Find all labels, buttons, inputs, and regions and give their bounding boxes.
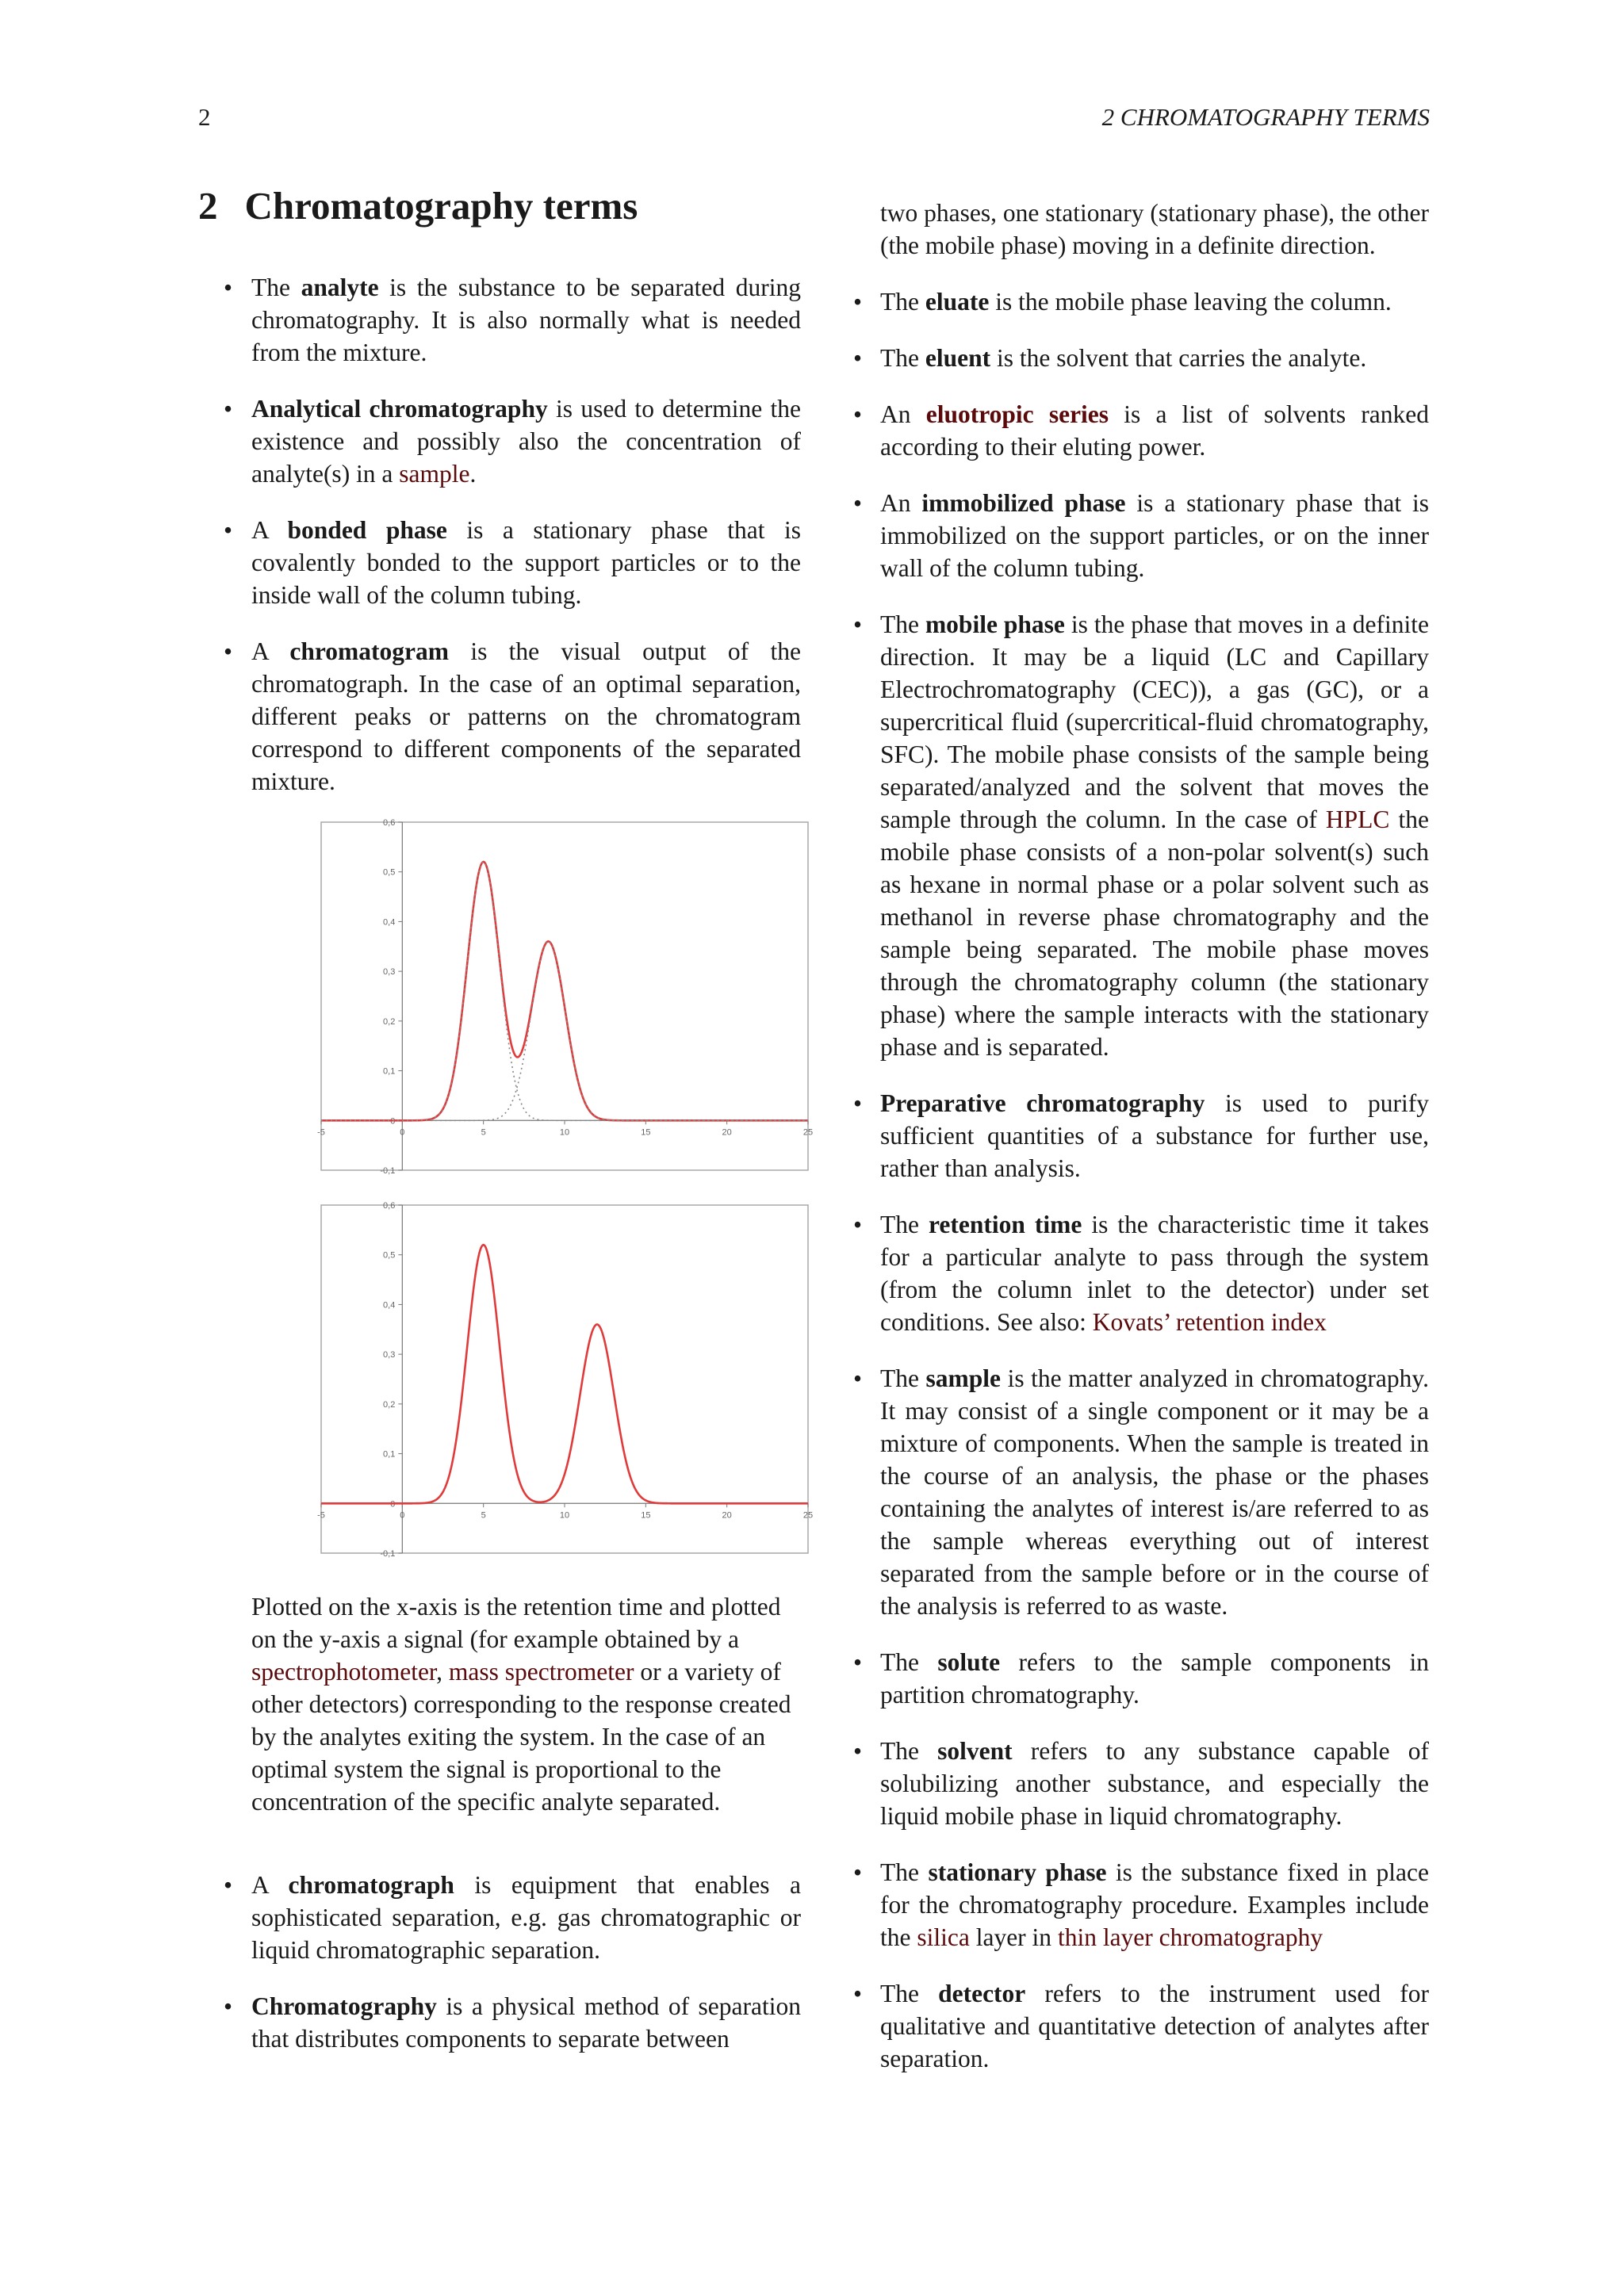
x-tick-label: 5: [481, 1127, 486, 1138]
bullet-icon: •: [224, 1871, 233, 1899]
y-tick-label: 0,5: [383, 867, 396, 878]
x-tick-label: 5: [481, 1510, 486, 1521]
list-item-preparative-chromatography: • Preparative chromatography is used to purify sufficient quantities of a substance for further use, rather than analysis.: [850, 1087, 1429, 1184]
x-tick-label: 10: [559, 1127, 570, 1138]
list-item-chromatography: • Chromatography is a physical method of separation that distributes components to separate between: [198, 1990, 801, 2055]
bullet-icon: •: [853, 344, 863, 372]
y-tick-label: 0,3: [383, 967, 396, 978]
section-title: Chromatography terms: [244, 184, 638, 228]
bullet-icon: •: [853, 1858, 863, 1886]
link-sample[interactable]: sample: [399, 460, 470, 488]
term: solvent: [937, 1737, 1013, 1765]
list-item-detector: • The detector refers to the instrument used for qualitative and quantitative detection of analytes after separation.: [850, 1977, 1429, 2075]
x-tick-label: 25: [802, 1127, 814, 1138]
bullet-icon: •: [853, 1089, 863, 1117]
link-silica[interactable]: silica: [917, 1923, 970, 1951]
link-hplc[interactable]: HPLC: [1325, 806, 1390, 833]
x-tick-label: -5: [317, 1127, 325, 1138]
bullet-icon: •: [224, 1992, 233, 2020]
bullet-icon: •: [853, 288, 863, 316]
list-item-mobile-phase: • The mobile phase is the phase that moves in a definite direction. It may be a liquid (LC and Capillary Electrochromatography (CEC)), a gas (GC), or a supercritical fluid (supercritical-fluid chromatography, SFC). The mobile phase consists of the sample being separated/analyzed and the solvent that moves the sample through the column. In the case of HPLC the mobile phase consists of a non-polar solvent(s) such as hexane in normal phase or a polar solvent such as methanol in reverse phase chromatography and the sample being separated. The mobile phase moves through the chromatography column (the stationary phase) where the sample interacts with the stationary phase and is separated.: [850, 608, 1429, 1063]
list-item-solvent: • The solvent refers to any substance capable of solubilizing another substance, and especially the liquid mobile phase in liquid chromatography.: [850, 1735, 1429, 1832]
list-item-bonded-phase: • A bonded phase is a stationary phase that is covalently bonded to the support particles or to the inside wall of the column tubing.: [198, 514, 801, 611]
x-tick-label: 10: [559, 1510, 570, 1521]
term: Analytical chromatography: [251, 395, 548, 423]
y-tick-label: 0,4: [383, 917, 396, 928]
bullet-icon: •: [224, 637, 233, 665]
chromatogram-plot-separated: [317, 1201, 814, 1559]
term: Chromatography: [251, 1992, 437, 2020]
term: Preparative chromatography: [880, 1089, 1205, 1117]
x-tick-label: 20: [722, 1510, 732, 1521]
link-kovats-retention-index[interactable]: Kovats’ retention index: [1092, 1308, 1327, 1336]
y-tick-label: 0,6: [383, 1201, 396, 1211]
y-tick-label: 0: [390, 1499, 396, 1510]
term: sample: [925, 1364, 1002, 1392]
y-tick-label: 0,1: [383, 1449, 396, 1460]
term-list-left-2: [198, 1869, 801, 2055]
y-tick-label: 0: [390, 1116, 396, 1127]
y-tick-label: 0,3: [383, 1350, 396, 1360]
y-tick-label: 0,1: [383, 1066, 396, 1077]
bullet-icon: •: [224, 274, 233, 301]
term: retention time: [928, 1211, 1082, 1238]
list-item-sample: • The sample is the matter analyzed in chromatography. It may consist of a single component or it may be a mixture of components. When the sample is treated in the course of an analysis, the phase or the phases containing the analytes of interest is/are referred to as the sample whereas everything out of interest separated from the sample before or in the course of the analysis is referred to as waste.: [850, 1362, 1429, 1622]
figure-caption: Plotted on the x-axis is the retention time and plotted on the y-axis a signal (for example obtained by a spectrophotometer, mass spectrometer or a variety of other detectors) corresponding to the response created by the analytes exiting the system. In the case of an optimal system the signal is proportional to the concentration of the specific analyte separated.: [251, 1593, 791, 1816]
list-item-eluotropic-series: • An eluotropic series is a list of solvents ranked according to their eluting power.: [850, 398, 1429, 463]
link-spectrophotometer[interactable]: spectrophotometer: [251, 1658, 437, 1686]
term: detector: [938, 1980, 1026, 2007]
list-item-analytical-chromatography: • Analytical chromatography is used to determine the existence and possibly also the concentration of analyte(s) in a sample.: [198, 392, 801, 490]
x-tick-label: 20: [722, 1127, 732, 1138]
y-tick-label: 0,2: [383, 1016, 396, 1027]
term: solute: [937, 1648, 1001, 1676]
term: eluate: [925, 288, 990, 316]
y-tick-label: -0,1: [380, 1549, 396, 1559]
list-item-analyte: • The analyte is the substance to be separated during chromatography. It is also normally what is needed from the mixture.: [198, 271, 801, 369]
bullet-icon: •: [224, 395, 233, 423]
term: immobilized phase: [921, 489, 1126, 517]
term: stationary phase: [928, 1858, 1107, 1886]
x-tick-label: 15: [641, 1127, 651, 1138]
list-item-eluent: • The eluent is the solvent that carries the analyte.: [850, 342, 1429, 374]
y-tick-label: 0,2: [383, 1399, 396, 1410]
running-title: 2 CHROMATOGRAPHY TERMS: [1101, 103, 1430, 131]
chromatogram-plot-overlapping: [317, 818, 814, 1176]
list-item-immobilized-phase: • An immobilized phase is a stationary phase that is immobilized on the support particles, or on the inner wall of the column tubing.: [850, 487, 1429, 584]
term: bonded phase: [287, 516, 447, 544]
term-list-right: [850, 285, 1429, 2075]
x-tick-label: 25: [802, 1510, 814, 1521]
term: mobile phase: [925, 610, 1065, 638]
x-tick-label: 0: [400, 1510, 405, 1521]
term: chromatogram: [289, 637, 449, 665]
bullet-icon: •: [853, 1364, 863, 1392]
link-mass-spectrometer[interactable]: mass spectrometer: [448, 1658, 634, 1686]
term-list-left: [198, 271, 814, 1559]
bullet-icon: •: [853, 1980, 863, 2007]
bullet-icon: •: [853, 489, 863, 517]
list-item-chromatogram: • A chromatogram is the visual output of the chromatograph. In the case of an optimal separation, different peaks or patterns on the chromatogram correspond to different components of the separated mixture. -0,1 0 0,1 0,2 0,3 0,4 0,5 0,6 -5 0 5 10 15 20 25 -0,1 0 0,1 0,2 0,3 0,4 0,5 0,6 -5 0 5 10 15 20 25: [198, 635, 801, 1556]
section-number: 2: [198, 184, 218, 228]
term: chromatograph: [288, 1871, 454, 1899]
continued-text: two phases, one stationary (stationary phase), the other (the mobile phase) moving in a definite direction.: [880, 199, 1429, 259]
bullet-icon: •: [853, 610, 863, 638]
bullet-icon: •: [224, 516, 233, 544]
list-item-eluate: • The eluate is the mobile phase leaving the column.: [850, 285, 1429, 318]
list-item-solute: • The solute refers to the sample components in partition chromatography.: [850, 1646, 1429, 1711]
left-column: [198, 182, 814, 2079]
y-tick-label: 0,4: [383, 1300, 396, 1311]
list-item-chromatograph: • A chromatograph is equipment that enables a sophisticated separation, e.g. gas chromatographic or liquid chromatographic separation.: [198, 1869, 801, 1966]
x-tick-label: -5: [317, 1510, 325, 1521]
section-heading: [198, 182, 801, 230]
x-tick-label: 0: [400, 1127, 405, 1138]
bullet-icon: •: [853, 400, 863, 428]
page-number: 2: [198, 103, 211, 131]
y-tick-label: 0,6: [383, 818, 396, 828]
y-tick-label: 0,5: [383, 1250, 396, 1261]
link-thin-layer-chromatography[interactable]: thin layer chromatography: [1057, 1923, 1323, 1951]
link-eluotropic-series[interactable]: eluotropic series: [925, 400, 1109, 428]
list-item-retention-time: • The retention time is the characteristic time it takes for a particular analyte to pass through the system (from the column inlet to the detector) under set conditions. See also: Kovats’ retention index: [850, 1208, 1429, 1338]
bullet-icon: •: [853, 1737, 863, 1765]
right-column: [850, 197, 1429, 2099]
term: analyte: [301, 274, 379, 301]
x-tick-label: 15: [641, 1510, 651, 1521]
bullet-icon: •: [853, 1648, 863, 1676]
y-tick-label: -0,1: [380, 1166, 396, 1176]
list-item-stationary-phase: • The stationary phase is the substance fixed in place for the chromatography procedure. Examples include the silica layer in thin layer chromatography: [850, 1856, 1429, 1954]
term: eluent: [925, 344, 991, 372]
bullet-icon: •: [853, 1211, 863, 1238]
